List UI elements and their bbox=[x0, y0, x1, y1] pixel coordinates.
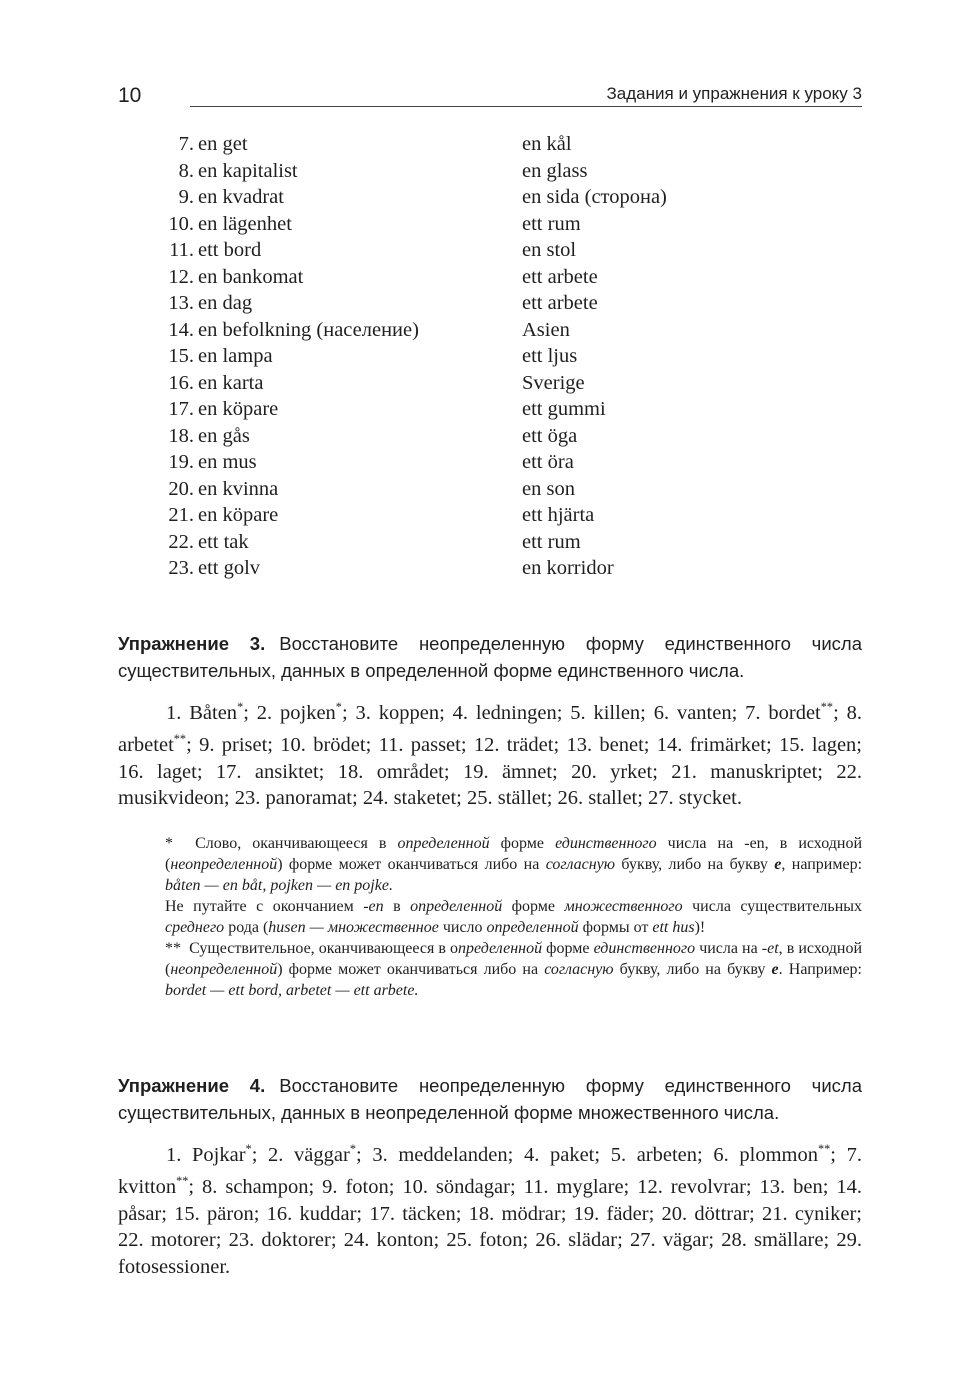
item-number: 19. bbox=[168, 451, 194, 473]
exercise-4-title: Упражнение 4. bbox=[118, 1075, 266, 1096]
right-word: en sida (сторона) bbox=[522, 186, 667, 208]
fn-text: ) форме может оканчиваться либо на bbox=[277, 856, 546, 873]
fn-text: ) форме может оканчиваться либо на bbox=[277, 961, 545, 978]
right-word: ett öga bbox=[522, 424, 578, 447]
fn-text: неопределенной bbox=[170, 961, 278, 978]
exercise-3 bbox=[118, 630, 862, 812]
fn-text: согласную bbox=[545, 856, 616, 873]
right-word: ett gummi bbox=[522, 398, 606, 420]
exercise-3-instruction: Восстановите неопределенную форму единственного числа существительных, данных в определенной форме единственного числа. bbox=[118, 633, 862, 681]
exercise-4-items bbox=[118, 1136, 862, 1280]
right-word: ett rum bbox=[522, 212, 581, 235]
footnote-mark: ** bbox=[173, 732, 187, 747]
word-pair-row bbox=[0, 158, 957, 185]
exercise-4-instruction: Восстановите неопределенную форму единственного числа существительных, данных в неопределенной форме множественного числа. bbox=[118, 1075, 862, 1123]
right-word: en stol bbox=[522, 239, 577, 261]
fn-text: числа на bbox=[695, 940, 762, 957]
right-word: Sverige bbox=[522, 371, 585, 394]
word-pair-row bbox=[0, 396, 957, 423]
ex3-item-text: ; 8. arbetet bbox=[118, 701, 862, 757]
ex4-item-text: 1. Pojkar bbox=[166, 1143, 246, 1166]
word-pair-row bbox=[0, 555, 957, 582]
left-word: en karta bbox=[198, 371, 264, 394]
item-number: 7. bbox=[178, 133, 194, 155]
footnote-mark: ** bbox=[176, 1174, 189, 1189]
fn-text: букву, либо на букву bbox=[615, 856, 775, 873]
left-word: en mus bbox=[198, 451, 257, 473]
fn-text: , в исходной ( bbox=[165, 940, 863, 978]
footnote-mark: ** bbox=[820, 700, 834, 714]
word-pair-row bbox=[0, 370, 957, 397]
left-word: en dag bbox=[198, 292, 253, 314]
fn-text: Слово, оканчивающееся в bbox=[195, 835, 398, 852]
footnote-mark: * bbox=[237, 700, 244, 714]
right-word: Asien bbox=[522, 318, 570, 341]
footnote-2 bbox=[165, 938, 862, 1001]
fn-text: båten — en båt, pojken — en pojke. bbox=[165, 877, 393, 894]
word-pair-row bbox=[0, 343, 957, 370]
word-pair-row bbox=[0, 237, 957, 264]
fn-text: форме bbox=[489, 835, 556, 852]
header-rule bbox=[190, 106, 862, 107]
fn-text: )! bbox=[694, 919, 706, 936]
right-word: ett ljus bbox=[522, 345, 578, 367]
item-number: 12. bbox=[168, 265, 194, 288]
fn-text: bordet — ett bord, arbetet — ett arbete. bbox=[165, 982, 419, 999]
left-word: en kvadrat bbox=[198, 186, 284, 208]
fn-text: число bbox=[438, 919, 487, 936]
right-word: ett rum bbox=[522, 530, 581, 553]
word-pair-row bbox=[0, 476, 957, 503]
fn-text: форме bbox=[502, 898, 565, 915]
page-number: 10 bbox=[118, 84, 142, 107]
ex3-item-text: 1. Båten bbox=[166, 701, 238, 724]
item-number: 20. bbox=[168, 477, 194, 500]
fn-text: определенной bbox=[397, 835, 490, 852]
fn-text: единственного bbox=[593, 940, 696, 957]
item-number: 14. bbox=[168, 318, 194, 341]
fn-text: -et bbox=[761, 940, 779, 957]
word-pair-row bbox=[0, 131, 957, 158]
footnote-mark: ** bbox=[165, 940, 181, 957]
fn-text: рода ( bbox=[224, 919, 269, 936]
footnote-mark: * bbox=[245, 1142, 252, 1156]
fn-text: множественного bbox=[564, 898, 683, 915]
fn-text: единственного bbox=[555, 835, 657, 852]
item-number: 10. bbox=[168, 212, 194, 235]
left-word: en köpare bbox=[198, 398, 279, 420]
fn-text: в bbox=[383, 898, 411, 915]
fn-text: Существительное, оканчивающееся в о bbox=[189, 940, 459, 957]
word-pair-row bbox=[0, 529, 957, 556]
ex4-item-text: ; 2. väggar bbox=[251, 1143, 350, 1166]
left-word: en bankomat bbox=[198, 265, 304, 288]
item-number: 17. bbox=[168, 398, 194, 420]
fn-text: , например: bbox=[781, 856, 863, 873]
exercise-3-title: Упражнение 3. bbox=[118, 633, 266, 654]
fn-text: ett hus bbox=[652, 919, 695, 936]
exercise-4-heading bbox=[118, 1072, 862, 1126]
exercise-3-items bbox=[118, 694, 862, 812]
item-number: 11. bbox=[169, 239, 194, 261]
item-number: 23. bbox=[168, 557, 194, 579]
fn-text: -en bbox=[363, 898, 384, 915]
fn-text: числа существительных bbox=[682, 898, 863, 915]
item-number: 18. bbox=[168, 424, 194, 447]
item-number: 16. bbox=[168, 371, 194, 394]
footnote-mark: * bbox=[335, 700, 342, 714]
item-number: 8. bbox=[178, 159, 194, 182]
word-pair-row bbox=[0, 290, 957, 317]
footnotes bbox=[165, 833, 862, 1001]
left-word: ett bord bbox=[198, 239, 262, 261]
left-word: en gås bbox=[198, 424, 250, 447]
word-pair-list bbox=[0, 131, 957, 582]
fn-text: e bbox=[774, 856, 782, 873]
fn-text: . Например: bbox=[778, 961, 863, 978]
fn-text: пределенной bbox=[458, 940, 543, 957]
ex4-item-text: ; 8. schampon; 9. foton; 10. söndagar; 11. myglare; 12. revolvrar; 13. ben; 14. påsar; 15. päron; 16. kuddar; 17. täcken; 18. mödrar; 19. fäder; 20. döttrar; 21. cyniker; 22. motorer; 23. doktorer; 24. konton; 25. foton; 26. slädar; 27. vägar; 28. smällare; 29. fotosessioner. bbox=[118, 1176, 862, 1278]
fn-text: неопределенной bbox=[170, 856, 278, 873]
fn-text: букву, либо на букву bbox=[613, 961, 772, 978]
right-word: en son bbox=[522, 477, 575, 500]
ex3-item-text: ; 3. koppen; 4. ledningen; 5. killen; 6. vanten; 7. bordet bbox=[341, 701, 821, 724]
ex3-item-text: ; 9. priset; 10. brödet; 11. passet; 12. trädet; 13. benet; 14. frimärket; 15. lagen; 16. laget; 17. ansiktet; 18. området; 19. ämnet; 20. yrket; 21. manuskriptet; 22. musikvideon; 23. panoramat; 24. staketet; 25. stället; 26. stallet; 27. stycket. bbox=[118, 734, 862, 810]
fn-text: husen — множественное bbox=[268, 919, 439, 936]
fn-text: согласную bbox=[544, 961, 614, 978]
footnote-1-note bbox=[165, 896, 862, 938]
fn-text: числа на -en, в исходной ( bbox=[165, 835, 863, 873]
fn-text: e bbox=[771, 961, 779, 978]
fn-text: среднего bbox=[165, 919, 225, 936]
right-word: ett arbete bbox=[522, 265, 598, 288]
word-pair-row bbox=[0, 264, 957, 291]
right-word: ett hjärta bbox=[522, 504, 595, 526]
item-number: 15. bbox=[168, 345, 194, 367]
footnote-1 bbox=[165, 833, 862, 896]
item-number: 22. bbox=[168, 530, 194, 553]
ex4-item-text: ; 3. meddelanden; 4. paket; 5. arbeten; 6. plommon bbox=[355, 1143, 818, 1166]
exercise-3-heading bbox=[118, 630, 862, 684]
item-number: 21. bbox=[168, 504, 194, 526]
right-word: en kål bbox=[522, 133, 572, 155]
word-pair-row bbox=[0, 211, 957, 238]
left-word: en köpare bbox=[198, 504, 279, 526]
fn-text: форме bbox=[542, 940, 594, 957]
ex3-item-text: ; 2. pojken bbox=[243, 701, 336, 724]
fn-text: Не путайте с окончанием bbox=[165, 898, 364, 915]
fn-text: определенной bbox=[486, 919, 579, 936]
footnote-mark: * bbox=[349, 1142, 356, 1156]
right-word: en glass bbox=[522, 159, 588, 182]
right-word: ett arbete bbox=[522, 292, 598, 314]
left-word: ett golv bbox=[198, 557, 261, 579]
left-word: en lägenhet bbox=[198, 212, 292, 235]
left-word: en kvinna bbox=[198, 477, 279, 500]
word-pair-row bbox=[0, 423, 957, 450]
left-word: en get bbox=[198, 133, 248, 155]
right-word: ett öra bbox=[522, 451, 574, 473]
word-pair-row bbox=[0, 449, 957, 476]
left-word: en lampa bbox=[198, 345, 273, 367]
running-head: Задания и упражнения к уроку 3 bbox=[606, 84, 862, 103]
item-number: 13. bbox=[168, 292, 194, 314]
ex4-item-text: ; 7. kvitton bbox=[118, 1143, 862, 1199]
exercise-4 bbox=[118, 1072, 862, 1280]
word-pair-row bbox=[0, 502, 957, 529]
fn-text: формы от bbox=[578, 919, 653, 936]
item-number: 9. bbox=[178, 186, 194, 208]
left-word: en kapitalist bbox=[198, 159, 298, 182]
footnote-mark: ** bbox=[817, 1142, 831, 1156]
footnote-mark: * bbox=[165, 835, 173, 852]
right-word: en korridor bbox=[522, 557, 614, 579]
fn-text: определенной bbox=[410, 898, 503, 915]
left-word: ett tak bbox=[198, 530, 249, 553]
word-pair-row bbox=[0, 184, 957, 211]
left-word: en befolkning (население) bbox=[198, 318, 419, 341]
word-pair-row bbox=[0, 317, 957, 344]
